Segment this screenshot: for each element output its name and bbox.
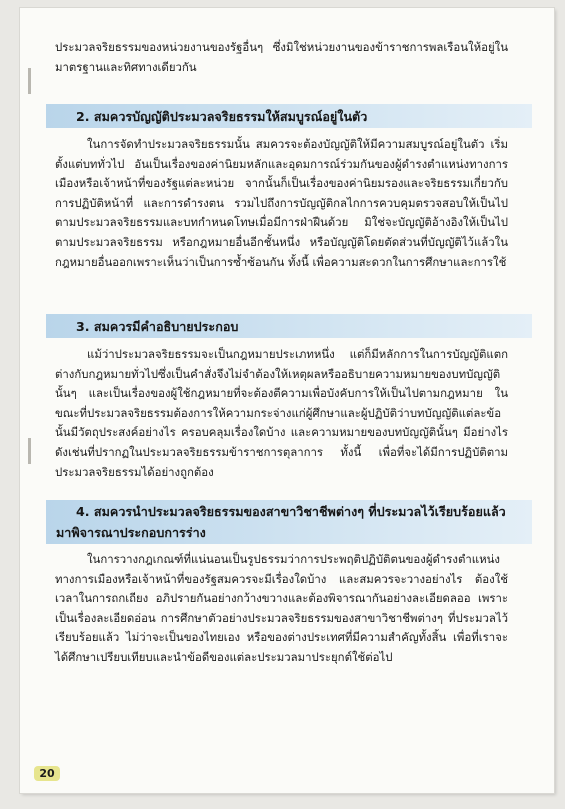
section-body-3: แม้ว่าประมวลจริยธรรมจะเป็นกฎหมายประเภทหนึ่ง แต่ก็มีหลักการในการบัญญัติแตกต่างกับกฎหมายทั่วไปซึ่งเป็นคำสั่งจึงไม่จำต้องให้เหตุผลหรืออธิบายความหมายของบทบัญญัตินั้นๆ และเป็นเรื่องของผู้ใช้กฎหมายที่จะต้องตีความเพื่อบังคับการให้เป็นไปตามกฎหมาย ในขณะที่ประมวลจริยธรรมต้องการให้ความกระจ่างแก่ผู้ศึกษาและผู้ปฏิบัติว่าบทบัญญัติแต่ละข้อนั้นมีวัตถุประสงค์อย่างไร ครอบคลุมเรื่องใดบ้าง และความหมายของบทบัญญัตินั้นๆ มีอย่างไร ดังเช่นที่ปรากฏในประมวลจริยธรรมข้าราชการตุลาการ ทั้งนี้ เพื่อที่จะได้มีการปฏิบัติตามประมวลจริยธรรมได้อย่างถูกต้อง bbox=[55, 347, 508, 479]
binding-mark bbox=[28, 68, 31, 94]
section-heading-4: 4. สมควรนำประมวลจริยธรรมของสาขาวิชาชีพต่างๆ ที่ประมวลไว้เรียบร้อยแล้ว มาพิจารณาประกอบการร่าง bbox=[56, 504, 506, 540]
document-page bbox=[20, 8, 554, 793]
section-heading-3: 3. สมควรมีคำอธิบายประกอบ bbox=[76, 319, 239, 334]
page-number: 20 bbox=[34, 766, 60, 781]
section-heading-2: 2. สมควรบัญญัติประมวลจริยธรรมให้สมบูรณ์อยู่ในตัว bbox=[76, 109, 368, 124]
intro-paragraph: ประมวลจริยธรรมของหน่วยงานของรัฐอื่นๆ ซึ่งมิใช่หน่วยงานของข้าราชการพลเรือนให้อยู่ในมาตรฐานและทิศทางเดียวกัน bbox=[55, 40, 508, 74]
section-body-4: ในการวางกฎเกณฑ์ที่แน่นอนเป็นรูปธรรมว่าการประพฤติปฏิบัติตนของผู้ดำรงตำแหน่งทางการเมืองหรือเจ้าหน้าที่ของรัฐสมควรจะมีเรื่องใดบ้าง และสมควรจะวางอย่างไร ต้องใช้เวลาในการถกเถียง อภิปรายกันอย่างกว้างขวางและต้องพิจารณากันอย่างละเอียดลออ เพราะเป็นเรื่องละเอียดอ่อน การศึกษาตัวอย่างประมวลจริยธรรมของสาขาวิชาชีพต่างๆ ที่ประมวลไว้เรียบร้อยแล้ว ไม่ว่าจะเป็นของไทยเอง หรือของต่างประเทศที่มีความสำคัญทั้งสิ้น เพื่อที่เราจะได้ศึกษาเปรียบเทียบและนำข้อดีของแต่ละประมวลมาประยุกต์ใช้ต่อไป bbox=[55, 552, 508, 664]
binding-mark bbox=[28, 438, 31, 464]
section-body-2: ในการจัดทำประมวลจริยธรรมนั้น สมควรจะต้องบัญญัติให้มีความสมบูรณ์อยู่ในตัว เริ่มตั้งแต่บททั่วไป อันเป็นเรื่องของค่านิยมหลักและอุดมการณ์ร่วมกันของผู้ดำรงตำแหน่งทางการเมืองหรือเจ้าหน้าที่ของรัฐแต่ละหน่วย จากนั้นก็เป็นเรื่องของค่านิยมรองและจริยธรรมเกี่ยวกับการปฏิบัติหน้าที่ และการดำรงตน รวมไปถึงการบัญญัติกลไกการควบคุมตรวจสอบให้เป็นไปตามประมวลจริยธรรมและบทกำหนดโทษเมื่อมีการฝ่าฝืนด้วย มิใช่จะบัญญัติอ้างอิงให้เป็นไปตามประมวลจริยธรรม หรือกฎหมายอื่นอีกชั้นหนึ่ง หรือบัญญัติโดยตัดส่วนที่บัญญัติไว้แล้วในกฎหมายอื่นออกเพราะเห็นว่าเป็นการซ้ำซ้อนกัน ทั้งนี้ เพื่อความสะดวกในการศึกษาและการใช้ bbox=[55, 137, 508, 269]
